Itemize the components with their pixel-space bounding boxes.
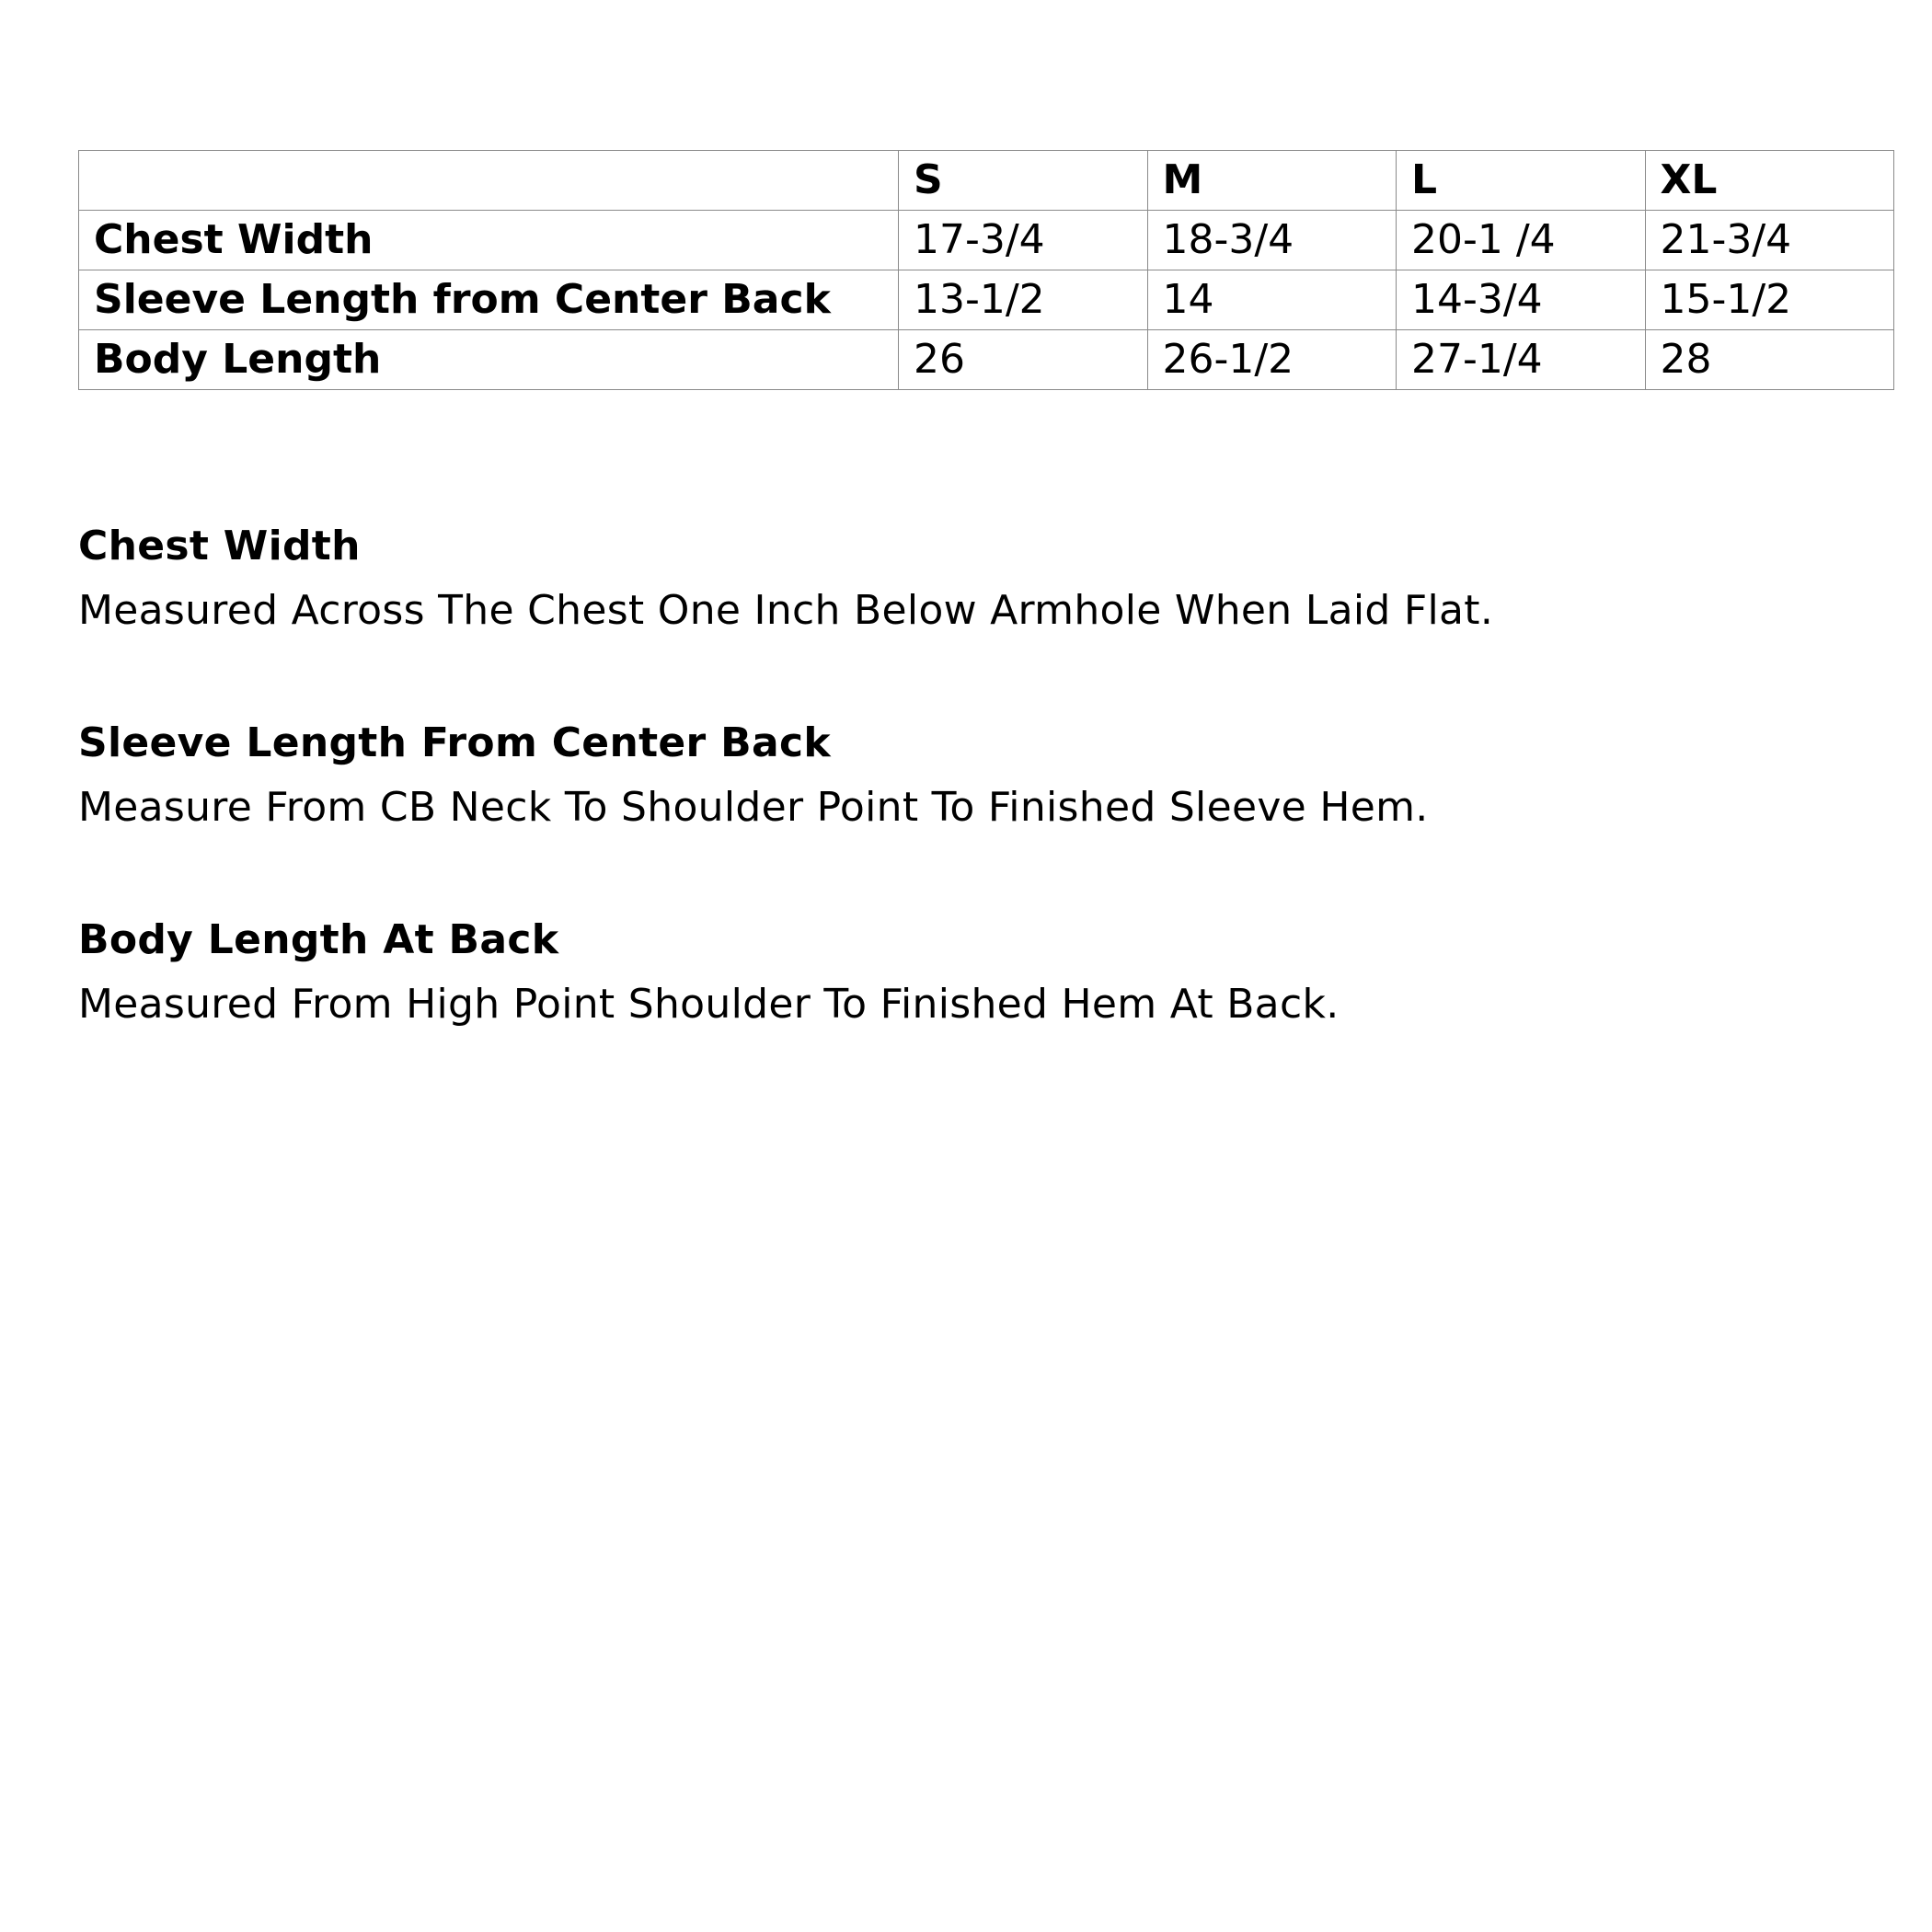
table-cell: 17-3/4 [899, 211, 1148, 270]
table-cell: 28 [1645, 330, 1894, 390]
measurement-definitions [78, 521, 1881, 1111]
table-row-body-length [79, 330, 1894, 390]
row-label: Body Length [79, 330, 899, 390]
size-header-xl: XL [1645, 151, 1894, 211]
table-row-chest-width [79, 211, 1894, 270]
table-cell: 26 [899, 330, 1148, 390]
definition-text: Measure From CB Neck To Shoulder Point To Finished Sleeve Hem. [78, 784, 1429, 831]
size-header-l: L [1397, 151, 1646, 211]
table-row-sleeve-length [79, 270, 1894, 330]
row-label: Chest Width [79, 211, 899, 270]
table-cell: 18-3/4 [1147, 211, 1397, 270]
row-label: Sleeve Length from Center Back [79, 270, 899, 330]
size-header-s: S [899, 151, 1148, 211]
definition-title: Sleeve Length From Center Back [78, 719, 831, 766]
table-cell: 15-1/2 [1645, 270, 1894, 330]
definition-text: Measured Across The Chest One Inch Below Armhole When Laid Flat. [78, 587, 1494, 634]
table-cell: 14-3/4 [1397, 270, 1646, 330]
definition-title: Chest Width [78, 523, 361, 569]
definition-sleeve-length [78, 718, 1881, 834]
size-chart-table [78, 150, 1894, 390]
corner-cell [79, 151, 899, 211]
definition-title: Body Length At Back [78, 916, 559, 963]
definition-text: Measured From High Point Shoulder To Finished Hem At Back. [78, 981, 1340, 1028]
table-cell: 26-1/2 [1147, 330, 1397, 390]
table-cell: 27-1/4 [1397, 330, 1646, 390]
definition-body-length [78, 914, 1881, 1030]
size-header-m: M [1147, 151, 1397, 211]
size-header-row [79, 151, 1894, 211]
table-cell: 21-3/4 [1645, 211, 1894, 270]
table-cell: 14 [1147, 270, 1397, 330]
definition-chest-width [78, 521, 1881, 637]
table-cell: 20-1 /4 [1397, 211, 1646, 270]
table-cell: 13-1/2 [899, 270, 1148, 330]
